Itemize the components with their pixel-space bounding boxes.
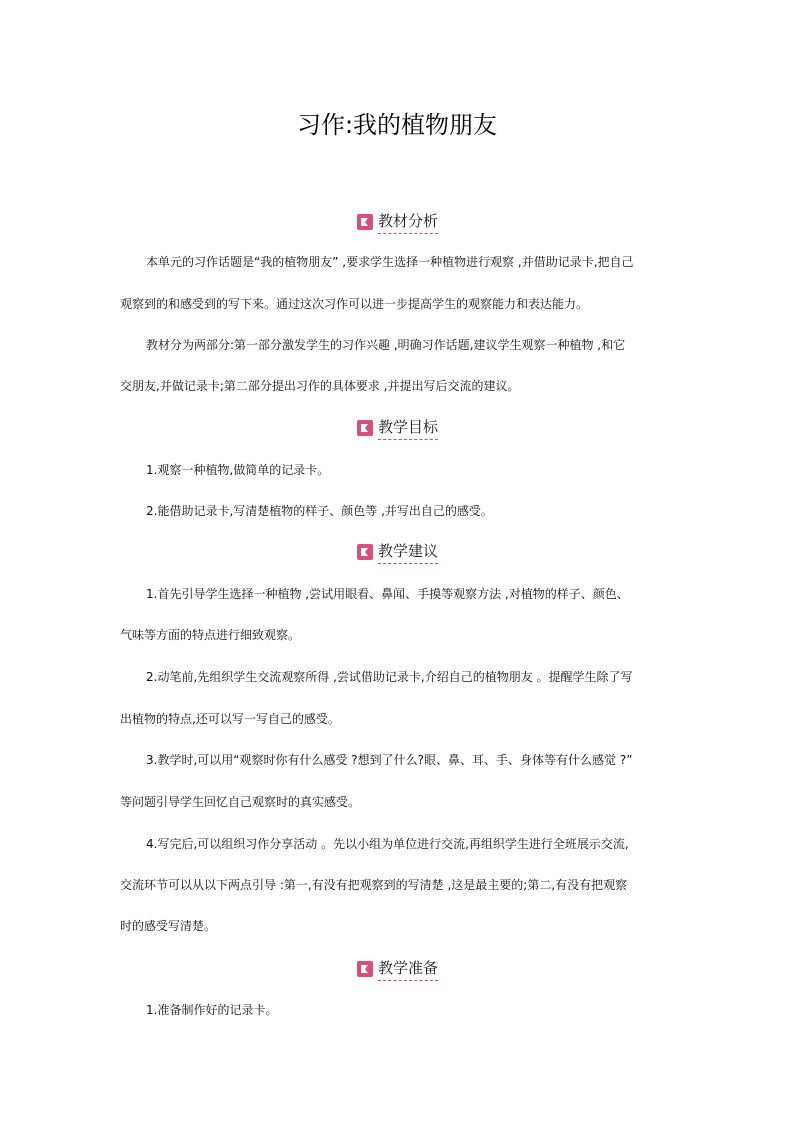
paragraph-line: 气味等方面的特点进行细致观察。	[120, 628, 301, 642]
paragraph-line: 时的感受写清楚。	[120, 919, 217, 933]
section-heading-teaching-preparation	[0, 957, 794, 981]
paragraph-line: 出植物的特点,还可以写一写自己的感受。	[120, 712, 340, 726]
paragraph-line: 观察到的和感受到的写下来。通过这次习作可以进一步提高学生的观察能力和表达能力。	[120, 297, 589, 311]
page-title: 习作:我的植物朋友	[296, 111, 498, 139]
paragraph-line: 教材分为两部分:第一部分激发学生的习作兴趣 ,明确习作话题,建议学生观察一种植物 ,和它	[146, 338, 626, 352]
paragraph-line: 本单元的习作话题是“我的植物朋友” ,要求学生选择一种植物进行观察 ,并借助记录卡,把自己	[146, 255, 634, 269]
section-heading-materials-analysis	[0, 210, 794, 234]
heading-bookmark-icon	[356, 960, 374, 978]
paragraph-line: 2.能借助记录卡,写清楚植物的样子、颜色等 ,并写出自己的感受。	[146, 504, 493, 518]
paragraph-line: 1.观察一种植物,做简单的记录卡。	[146, 463, 330, 477]
heading-bookmark-icon	[356, 419, 374, 437]
section-heading-teaching-goals	[0, 416, 794, 440]
paragraph-line: 4.写完后,可以组织习作分享活动 。先以小组为单位进行交流,再组织学生进行全班展示交流,	[146, 837, 629, 851]
paragraph-line: 交朋友,并做记录卡;第二部分提出习作的具体要求 ,并提出写后交流的建议。	[120, 379, 520, 393]
section-heading-label: 教学目标	[378, 416, 438, 440]
paragraph-line: 等问题引导学生回忆自己观察时的真实感受。	[120, 795, 361, 809]
paragraph-line: 1.首先引导学生选择一种植物 ,尝试用眼看、鼻闻、手摸等观察方法 ,对植物的样子、颜色、	[146, 587, 629, 601]
section-heading-label: 教学建议	[378, 540, 438, 564]
section-heading-label: 教学准备	[378, 957, 438, 981]
section-heading-teaching-suggestions	[0, 540, 794, 564]
paragraph-line: 1.准备制作好的记录卡。	[146, 1003, 278, 1017]
paragraph-line: 交流环节可以从以下两点引导 :第一,有没有把观察到的写清楚 ,这是最主要的;第二,有没有把观察	[120, 878, 628, 892]
heading-bookmark-icon	[356, 213, 374, 231]
paragraph-line: 2.动笔前,先组织学生交流观察所得 ,尝试借助记录卡,介绍自己的植物朋友 。提醒学生除了写	[146, 670, 633, 684]
paragraph-line: 3.教学时,可以用“观察时你有什么感受 ?想到了什么?眼、鼻、耳、手、身体等有什么感觉 ?”	[146, 753, 633, 767]
heading-bookmark-icon	[356, 543, 374, 561]
section-heading-label: 教材分析	[378, 210, 438, 234]
